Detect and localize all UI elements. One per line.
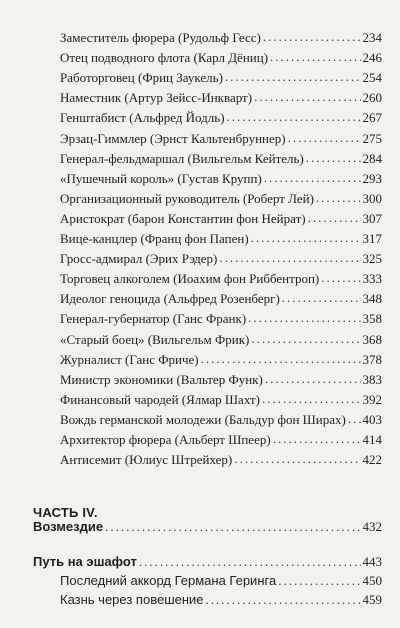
leader-dots: [251, 330, 360, 348]
toc-entry-title: Антисемит (Юлиус Штрейхер): [60, 452, 233, 468]
toc-entry-title: Вице-канцлер (Франц фон Папен): [60, 231, 249, 246]
toc-entry-row: [60, 431, 382, 449]
toc-entry-page: 348: [362, 291, 382, 307]
toc-entry-page: 293: [362, 170, 382, 186]
toc-entry-row: [60, 190, 382, 208]
leader-dots: [265, 370, 361, 388]
leader-dots: [264, 169, 361, 187]
toc-entry-title: Вождь германской молодежи (Бальдур фон Ширах): [60, 411, 346, 427]
leader-dots: [227, 108, 361, 126]
toc-entry-title: Аристократ (барон Константин фон Нейрат): [60, 210, 306, 226]
leader-dots: [219, 249, 360, 267]
leader-dots: [282, 289, 361, 307]
toc-entry-row: [60, 451, 382, 469]
toc-entry-page: 333: [362, 271, 382, 287]
leader-dots: [262, 390, 360, 408]
toc-entry-row: [60, 230, 382, 248]
toc-entry-title: Торговец алкоголем (Иоахим фон Риббентроп): [60, 271, 320, 287]
toc-entry-page: 284: [362, 150, 382, 166]
toc-entry-row: [60, 250, 382, 268]
toc-entry-row: [60, 270, 382, 288]
toc-entry-page: 275: [362, 130, 382, 146]
leader-dots: [248, 309, 360, 327]
leader-dots: [139, 553, 361, 571]
toc-entry-row: [60, 331, 382, 349]
leader-dots: [348, 410, 361, 428]
leader-dots: [234, 450, 360, 468]
toc-entry-row: [60, 310, 382, 328]
toc-entry-title: Отец подводного флота (Карл Дёниц): [60, 50, 269, 66]
toc-entry-title: Генерал-губернатор (Ганс Франк): [60, 311, 247, 327]
leader-dots: [288, 129, 361, 147]
toc-entry-title: Организационный руководитель (Роберт Лей): [60, 190, 314, 206]
toc-entry-title: Идеолог геноцида (Альфред Розенберг): [60, 291, 280, 307]
leader-dots: [254, 88, 360, 106]
toc-entry-row: [60, 411, 382, 429]
leader-dots: [316, 189, 361, 207]
toc-entry-row: [60, 109, 382, 127]
toc-entry-title: Работорговец (Фриц Заукель): [60, 70, 223, 86]
toc-entry-page: 378: [362, 351, 382, 367]
toc-entry-page: 383: [362, 371, 382, 387]
chapter-page: 443: [362, 554, 382, 569]
part-page: 432: [362, 519, 382, 534]
toc-entry-title: Генштабист (Альфред Йодль): [60, 110, 225, 126]
leader-dots: [321, 269, 360, 287]
toc-entry-title: Архитектор фюрера (Альберт Шпеер): [60, 432, 271, 447]
toc-entry-page: 414: [362, 432, 382, 447]
toc-entry-title: «Пушечный король» (Густав Крупп): [60, 170, 262, 186]
toc-entry-page: 325: [362, 251, 382, 267]
leader-dots: [273, 430, 361, 448]
toc-entry-row: [60, 69, 382, 87]
subsection-page: 450: [362, 573, 382, 588]
chapter-row: [33, 553, 382, 571]
toc-entry-row: [60, 170, 382, 188]
toc-entry-row: [60, 49, 382, 67]
toc-entry-page: 368: [362, 331, 382, 347]
toc-entry-row: [60, 391, 382, 409]
toc-entry-title: Наместник (Артур Зейсс-Инкварт): [60, 90, 253, 106]
toc-entry-page: 254: [362, 70, 382, 86]
toc-entry-page: 246: [362, 50, 382, 66]
toc-entry-page: 317: [362, 231, 382, 246]
leader-dots: [308, 209, 361, 227]
part-title-row: [33, 518, 382, 536]
toc-entry-row: [60, 371, 382, 389]
toc-entry-title: Заместитель фюрера (Рудольф Гесс): [60, 30, 261, 45]
subsection-row: [60, 572, 382, 590]
toc-entry-page: 300: [362, 190, 382, 206]
toc-entry-row: [60, 130, 382, 148]
leader-dots: [206, 591, 361, 609]
toc-entry-title: Министр экономики (Вальтер Функ): [60, 371, 263, 387]
subsection-row: [60, 591, 382, 609]
leader-dots: [251, 229, 361, 247]
toc-entry-page: 260: [362, 90, 382, 106]
leader-dots: [306, 149, 361, 167]
leader-dots: [225, 68, 361, 86]
toc-entry-page: 422: [362, 452, 382, 468]
leader-dots: [105, 518, 360, 536]
subsection-title: Последний аккорд Германа Геринга: [60, 573, 277, 588]
toc-entry-row: [60, 29, 382, 47]
chapter-title: Путь на эшафот: [33, 554, 137, 569]
toc-entry-title: Журналист (Ганс Фриче): [60, 351, 199, 367]
leader-dots: [201, 350, 361, 368]
toc-entry-page: 267: [362, 110, 382, 126]
toc-entry-row: [60, 290, 382, 308]
leader-dots: [270, 48, 360, 66]
toc-entry-page: 307: [362, 210, 382, 226]
part-title: Возмездие: [33, 519, 104, 534]
toc-entry-title: Финансовый чародей (Ялмар Шахт): [60, 391, 261, 407]
leader-dots: [263, 28, 361, 46]
toc-entry-row: [60, 89, 382, 107]
toc-entry-page: 392: [362, 391, 382, 407]
subsection-title: Казнь через повешение: [60, 592, 204, 607]
toc-entry-page: 403: [362, 411, 382, 427]
toc-entry-page: 234: [362, 30, 382, 45]
toc-entry-row: [60, 150, 382, 168]
toc-entry-title: Эрзац-Гиммлер (Эрнст Кальтенбруннер): [60, 130, 286, 146]
part-label: ЧАСТЬ IV.: [33, 505, 98, 520]
toc-entry-title: «Старый боец» (Вильгельм Фрик): [60, 331, 250, 347]
toc-entry-page: 358: [362, 311, 382, 327]
toc-entry-title: Гросс-адмирал (Эрих Рэдер): [60, 251, 218, 267]
subsection-page: 459: [362, 592, 382, 607]
toc-entry-row: [60, 210, 382, 228]
toc-entry-row: [60, 351, 382, 369]
toc-entry-title: Генерал-фельдмаршал (Вильгельм Кейтель): [60, 150, 304, 166]
leader-dots: [278, 572, 360, 590]
